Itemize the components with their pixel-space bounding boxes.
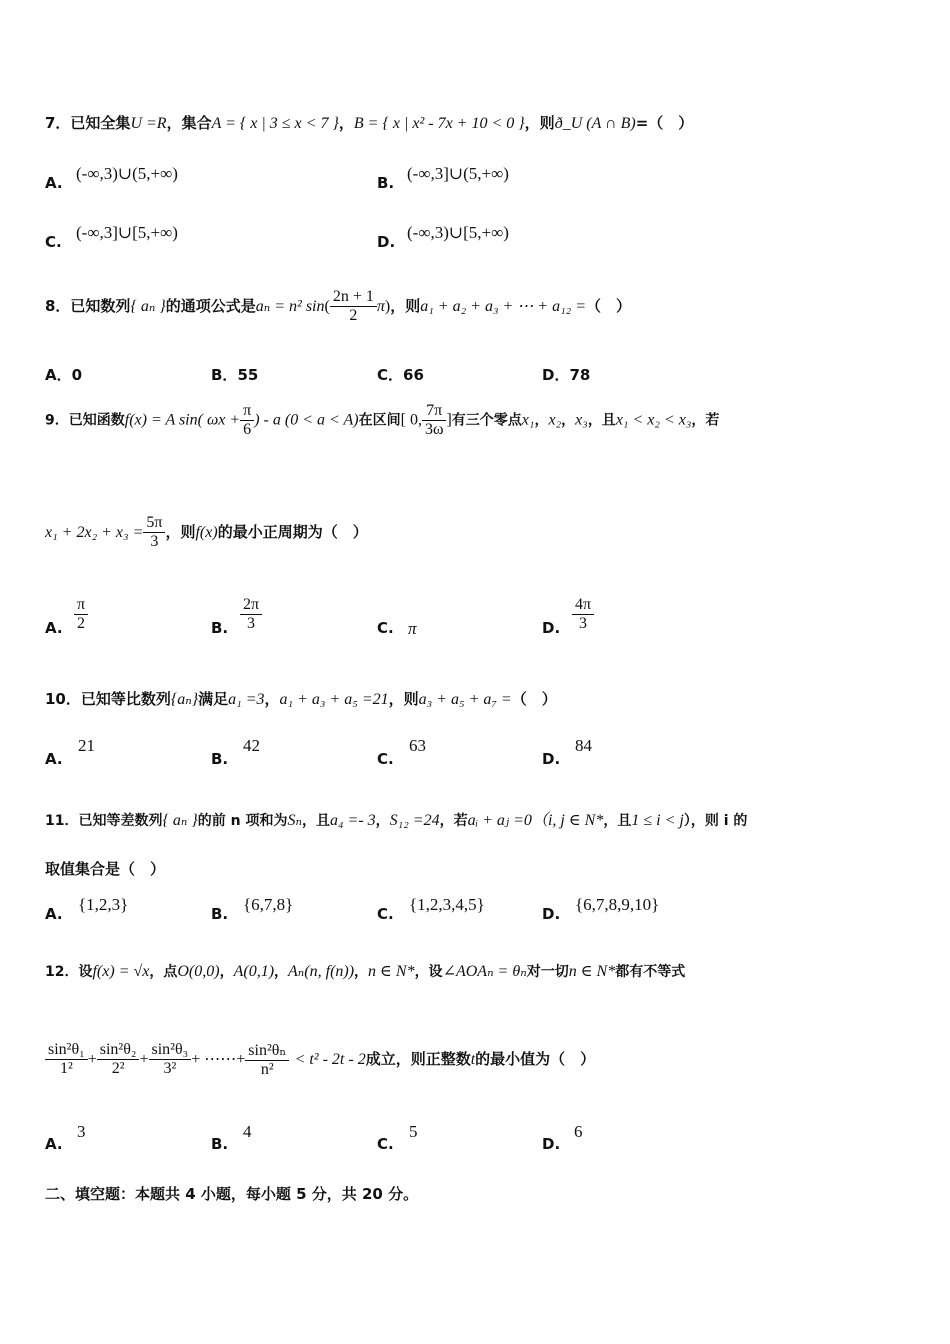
q7-option-a-label: A.: [45, 174, 63, 192]
q11-cond-4: （i, j ∈ N*: [531, 812, 604, 829]
q9-text: 9．已知函数: [45, 412, 125, 429]
q8-text: （ ）: [586, 297, 632, 315]
q11-text: ），则 i 的: [683, 813, 748, 829]
q12-term-1: [45, 1041, 88, 1078]
q11-cond-3: aᵢ + aⱼ =0: [467, 812, 532, 829]
q8-stem: [45, 288, 910, 325]
q12-point-a: A(0,1): [233, 963, 275, 980]
q11-cond-2: S₁₂ =24: [389, 812, 440, 829]
q12-point-an: Aₙ(n, f(n)): [288, 963, 355, 980]
q12-term-num: sin²θₙ: [245, 1040, 289, 1061]
q12-term-2: [97, 1041, 140, 1078]
q12-option-a: 3: [77, 1122, 86, 1141]
q7-option-a: (-∞,3)∪(5,+∞): [76, 164, 178, 183]
q12-text: 成立，则正整数: [365, 1050, 471, 1068]
q10-text: 10．已知等比数列: [45, 690, 171, 708]
q9-frac-den: 6: [243, 421, 252, 438]
q8-text: ，则: [390, 297, 421, 315]
q7-text: ，则: [524, 114, 555, 132]
q12-text: ，点: [149, 964, 178, 980]
q7-set-a: A = { x | 3 ≤ x < 7 }: [211, 115, 339, 132]
q11-text: 11．已知等差数列: [45, 813, 163, 829]
q9-option-b: [240, 596, 262, 633]
q10-option-c: 63: [409, 736, 426, 755]
q12-option-d: 6: [574, 1122, 583, 1141]
q9-frac-num: 5π: [143, 514, 165, 533]
q10-option-d: 84: [575, 736, 592, 755]
q8-sum: a₁ + a₂ + a₃ + ⋯ + a₁₂ =: [420, 298, 587, 315]
q12-term-num: sin²θ₃: [149, 1041, 192, 1060]
q10-option-b: 42: [243, 736, 260, 755]
q12-plus: +: [139, 1051, 149, 1068]
q7-text: 7．已知全集: [45, 114, 131, 132]
q9-opt-den: 2: [77, 615, 86, 632]
q12-term-den: 2²: [111, 1060, 125, 1077]
q9-opt-den: 3: [579, 615, 588, 632]
q9-order: x₁ < x₂ < x₃: [615, 411, 692, 429]
q9-function: f(x) = A sin( ωx +: [124, 411, 241, 429]
q12-term-den: n²: [260, 1061, 274, 1078]
q7-complement: ð_U (A ∩ B): [554, 115, 636, 132]
q10-cond-2: a₁ + a₃ + a₅ =21: [279, 691, 389, 708]
q9-text: 的最小正周期为（ ）: [217, 523, 368, 541]
q9-opt-den: 3: [247, 615, 256, 632]
q7-option-d-label: D.: [377, 233, 396, 251]
q9-option-a: [74, 596, 88, 633]
q9-text: ，若: [691, 412, 720, 429]
q11-text: ，且: [301, 813, 330, 829]
q11-cond-1: a₄ =- 3: [329, 812, 376, 829]
q11-text: 的前 n 项和为: [197, 813, 288, 829]
q8-option-b-label: B．: [211, 366, 238, 384]
q8-frac-num: 2n + 1: [330, 288, 377, 307]
q7-universal-set: U =R: [130, 115, 167, 132]
q12-option-c: 5: [409, 1122, 418, 1141]
q12-text: 的最小值为（ ）: [475, 1050, 596, 1068]
q12-text: 都有不等式: [615, 964, 686, 980]
q9-x2: x₂: [548, 411, 562, 429]
q8-option-a: [45, 364, 82, 385]
q9-stem: 9．已知函数f(x) = A sin( ωx + $\frac{\pi}{6}$ ) - a (0 < a < A)在区间[ 0, $\frac{7\pi}{3\omega}$ ]有三个零点x₁，x₂，x₃，且x₁ < x₂ < x₃，若: [45, 402, 720, 438]
q8-option-a-value: 0: [71, 366, 83, 384]
q11-option-d-label: D.: [542, 905, 561, 923]
q12-term-3: [149, 1041, 192, 1078]
q12-term-den: 1²: [59, 1060, 73, 1077]
q8-option-d-value: 78: [569, 366, 591, 384]
q7-option-b-label: B.: [377, 174, 395, 192]
q8-option-d-label: D．: [542, 366, 570, 384]
q11-option-a: {1,2,3}: [78, 895, 129, 914]
q10-option-c-label: C.: [377, 750, 394, 768]
q9-function-tail: ) - a (0 < a < A): [254, 411, 359, 429]
q12-term-den: 3²: [163, 1060, 177, 1077]
q11-cond-5: 1 ≤ i < j: [631, 812, 684, 829]
q10-option-d-label: D.: [542, 750, 561, 768]
q12-term-num: sin²θ₁: [45, 1041, 88, 1060]
q9-frac-num: 7π: [422, 402, 447, 421]
q8-text: 的通项公式是: [165, 297, 256, 315]
q10-ask: a₃ + a₅ + a₇ =: [418, 691, 512, 708]
q11-option-c: {1,2,3,4,5}: [409, 895, 485, 914]
q9-frac-den: 3: [150, 533, 159, 550]
q9-x3: x₃: [575, 411, 588, 429]
q11-option-b: {6,7,8}: [243, 895, 294, 914]
q8-option-a-label: A．: [45, 366, 72, 384]
q10-text: ，则: [388, 690, 419, 708]
q12-n-set-2: n ∈ N*: [568, 963, 616, 980]
q7-text: ，: [338, 114, 354, 132]
q9-text: 在区间: [358, 412, 401, 429]
q8-sequence: { aₙ }: [130, 298, 166, 315]
q7-option-c: (-∞,3]∪[5,+∞): [76, 223, 178, 242]
q10-sequence: {aₙ}: [170, 691, 199, 708]
q7-text: =（ ）: [635, 114, 694, 132]
q9-option-c-label: C.: [377, 619, 394, 637]
q7-option-d: (-∞,3)∪[5,+∞): [407, 223, 509, 242]
q8-text: 8．已知数列: [45, 297, 131, 315]
q12-term-num: sin²θ₂: [97, 1041, 140, 1060]
q11-option-b-label: B.: [211, 905, 229, 923]
q9-pi-fraction: [240, 402, 254, 439]
q9-fx: f(x): [195, 524, 218, 541]
q12-t: t: [470, 1051, 476, 1068]
q10-cond-1: a₁ =3: [228, 691, 265, 708]
q9-opt-num: 4π: [572, 596, 594, 615]
q11-sequence: { aₙ }: [162, 812, 198, 829]
q9-option-c: π: [408, 619, 417, 638]
q7-set-b: B = { x | x² - 7x + 10 < 0 }: [353, 115, 525, 132]
q12-point-o: O(0,0): [177, 963, 220, 980]
q12-n-set: n ∈ N*: [368, 963, 415, 980]
q8-option-c-label: C．: [377, 366, 404, 384]
q8-fraction: [330, 288, 377, 325]
q9-text: 有三个零点: [451, 412, 522, 429]
q11-text: ，若: [439, 813, 468, 829]
q10-option-a-label: A.: [45, 750, 63, 768]
q12-term-n: [245, 1040, 289, 1079]
q8-option-c-value: 66: [403, 366, 424, 384]
q12-option-c-label: C.: [377, 1135, 394, 1153]
q11-option-c-label: C.: [377, 905, 394, 923]
q9-interval: [ 0,: [400, 411, 422, 429]
q12-text: 对一切: [526, 964, 569, 980]
q9-interval-fraction: [422, 402, 447, 439]
q12-option-d-label: D.: [542, 1135, 561, 1153]
q9-option-d: [572, 596, 594, 633]
q11-option-d: {6,7,8,9,10}: [575, 895, 660, 914]
q11-stem-2: [45, 858, 910, 879]
q8-pi: π: [376, 298, 385, 315]
q7-text: ，集合: [166, 114, 212, 132]
q8-formula: aₙ = n² sin: [255, 298, 325, 315]
q9-condition: [45, 514, 910, 551]
section-2-title: 二、填空题：本题共 4 小题，每小题 5 分，共 20 分。: [45, 1185, 419, 1203]
q9-opt-num: π: [74, 596, 88, 615]
q8-paren: (: [324, 298, 330, 315]
q11-text: ，且: [603, 813, 632, 829]
q12-inequality: [45, 1040, 910, 1079]
q12-angle: ∠AOAₙ = θₙ: [442, 963, 527, 980]
q9-option-b-label: B.: [211, 619, 229, 637]
q10-text: （ ）: [511, 690, 557, 708]
q9-frac-den: 3ω: [424, 421, 444, 438]
q11-text: 取值集合是（ ）: [45, 860, 166, 878]
q10-option-a: 21: [78, 736, 95, 755]
q12-text: 12．设: [45, 964, 93, 980]
q9-frac-num: π: [240, 402, 254, 421]
q12-option-b: 4: [243, 1122, 252, 1141]
q8-option-c: [377, 364, 424, 385]
q9-option-d-label: D.: [542, 619, 561, 637]
q9-interval-close: ]: [446, 411, 452, 429]
q10-option-b-label: B.: [211, 750, 229, 768]
q11-option-a-label: A.: [45, 905, 63, 923]
q11-sn: Sₙ: [287, 812, 302, 829]
q9-text: ，则: [165, 523, 196, 541]
q12-plus: +: [87, 1051, 97, 1068]
q11-stem: 11．已知等差数列{ aₙ }的前 n 项和为Sₙ，且a₄ =- 3，S₁₂ =24，若aᵢ + aⱼ =0（i, j ∈ N*，且1 ≤ i < j），则 i 的: [45, 812, 748, 829]
q10-text: 满足: [198, 690, 229, 708]
q12-dots: + ⋯⋯+: [191, 1051, 246, 1068]
q9-option-a-label: A.: [45, 619, 63, 637]
q12-option-b-label: B.: [211, 1135, 229, 1153]
q7-option-c-label: C.: [45, 233, 62, 251]
q9-cond-fraction: [143, 514, 165, 551]
q8-paren: ): [384, 298, 391, 315]
q12-option-a-label: A.: [45, 1135, 63, 1153]
q9-opt-num: 2π: [240, 596, 262, 615]
q9-text: ，且: [587, 412, 616, 429]
q12-stem: 12．设f(x) = √x，点O(0,0)，A(0,1)，Aₙ(n, f(n))，n ∈ N*，设∠AOAₙ = θₙ对一切n ∈ N*都有不等式: [45, 963, 686, 980]
q8-option-b-value: 55: [237, 366, 259, 384]
q12-text: ，设: [414, 964, 443, 980]
q8-frac-den: 2: [349, 307, 358, 324]
q8-option-d: [542, 364, 590, 385]
q7-stem: [45, 112, 910, 133]
q9-x1: x₁: [521, 411, 535, 429]
q8-option-b: [211, 364, 258, 385]
q7-option-b: (-∞,3]∪(5,+∞): [407, 164, 509, 183]
q12-rhs: < t² - 2t - 2: [294, 1051, 366, 1068]
q9-cond-lhs: x₁ + 2x₂ + x₃ =: [45, 524, 144, 541]
q12-function: f(x) = √x: [92, 963, 150, 980]
q10-stem: 10．已知等比数列{aₙ}满足a₁ =3，a₁ + a₃ + a₅ =21，则a₃ + a₅ + a₇ =（ ）: [45, 690, 557, 708]
